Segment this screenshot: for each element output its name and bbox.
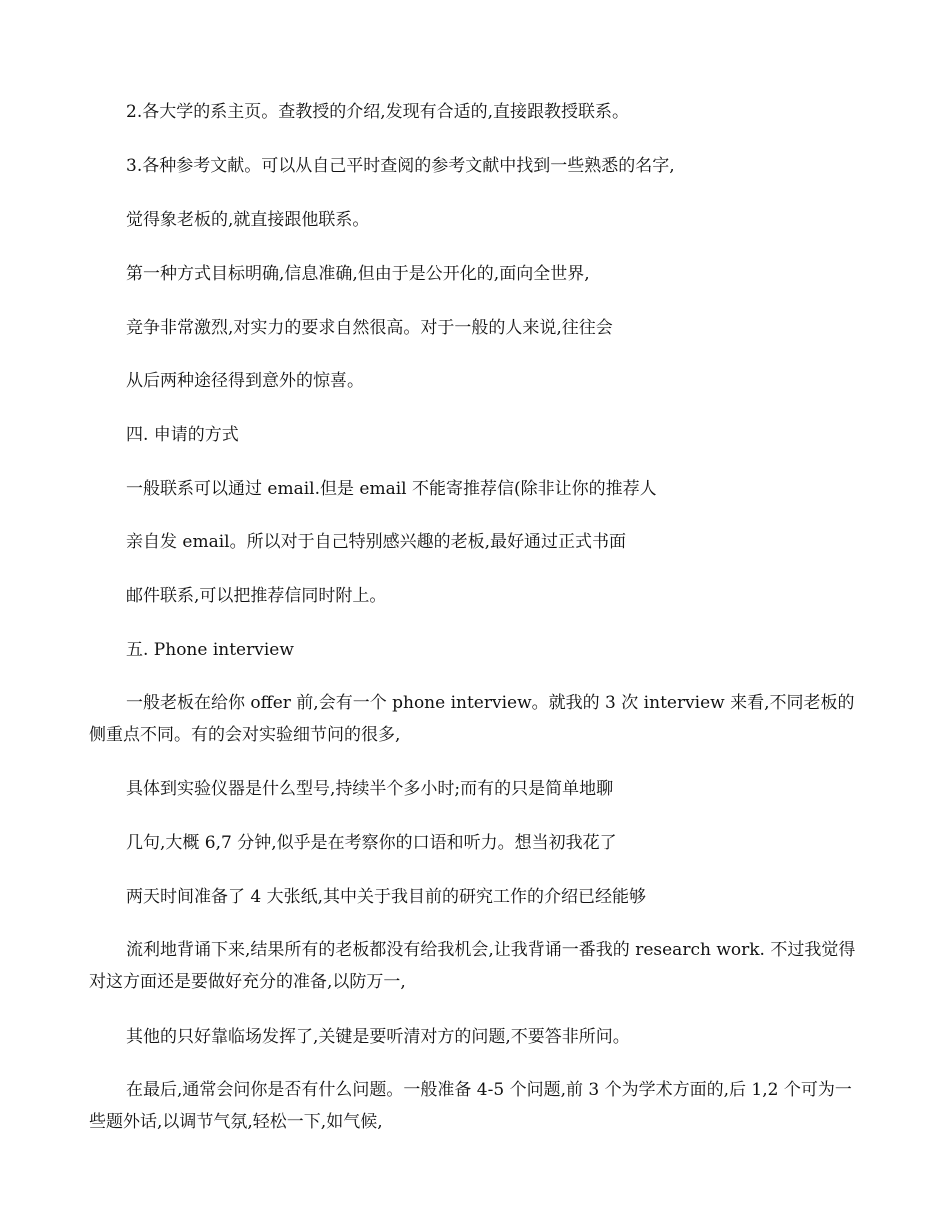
paragraph-7: 一般联系可以通过 email.但是 email 不能寄推荐信(除非让你的推荐人 xyxy=(126,479,657,499)
paragraph-10: 一般老板在给你 offer 前,会有一个 phone interview。就我的 3 次 interview 来看,不同老板的侧重点不同。有的会对实验细节问的很多, xyxy=(89,693,855,745)
section-heading-application: 四. 申请的方式 xyxy=(126,425,239,445)
paragraph-9: 邮件联系,可以把推荐信同时附上。 xyxy=(126,586,387,606)
paragraph-13: 两天时间准备了 4 大张纸,其中关于我目前的研究工作的介绍已经能够 xyxy=(126,887,647,907)
paragraph-16: 在最后,通常会问你是否有什么问题。一般准备 4-5 个问题,前 3 个为学术方面的,后 1,2 个可为一些题外话,以调节气氛,轻松一下,如气候, xyxy=(89,1080,852,1132)
paragraph-4: 第一种方式目标明确,信息准确,但由于是公开化的,面向全世界, xyxy=(126,264,590,284)
paragraph-8: 亲自发 email。所以对于自己特别感兴趣的老板,最好通过正式书面 xyxy=(126,532,626,552)
paragraph-11: 具体到实验仪器是什么型号,持续半个多小时;而有的只是简单地聊 xyxy=(126,779,614,799)
paragraph-3: 觉得象老板的,就直接跟他联系。 xyxy=(126,210,370,230)
paragraph-14: 流利地背诵下来,结果所有的老板都没有给我机会,让我背诵一番我的 research work. 不过我觉得对这方面还是要做好充分的准备,以防万一, xyxy=(89,940,856,992)
paragraph-15: 其他的只好靠临场发挥了,关键是要听清对方的问题,不要答非所问。 xyxy=(126,1027,630,1047)
section-heading-phone-interview: 五. Phone interview xyxy=(126,640,294,660)
paragraph-6: 从后两种途径得到意外的惊喜。 xyxy=(126,371,364,391)
paragraph-1: 2.各大学的系主页。查教授的介绍,发现有合适的,直接跟教授联系。 xyxy=(126,102,630,122)
paragraph-12: 几句,大概 6,7 分钟,似乎是在考察你的口语和听力。想当初我花了 xyxy=(126,833,617,853)
paragraph-2: 3.各种参考文献。可以从自己平时查阅的参考文献中找到一些熟悉的名字, xyxy=(126,156,675,176)
paragraph-5: 竞争非常激烈,对实力的要求自然很高。对于一般的人来说,往往会 xyxy=(126,318,613,338)
